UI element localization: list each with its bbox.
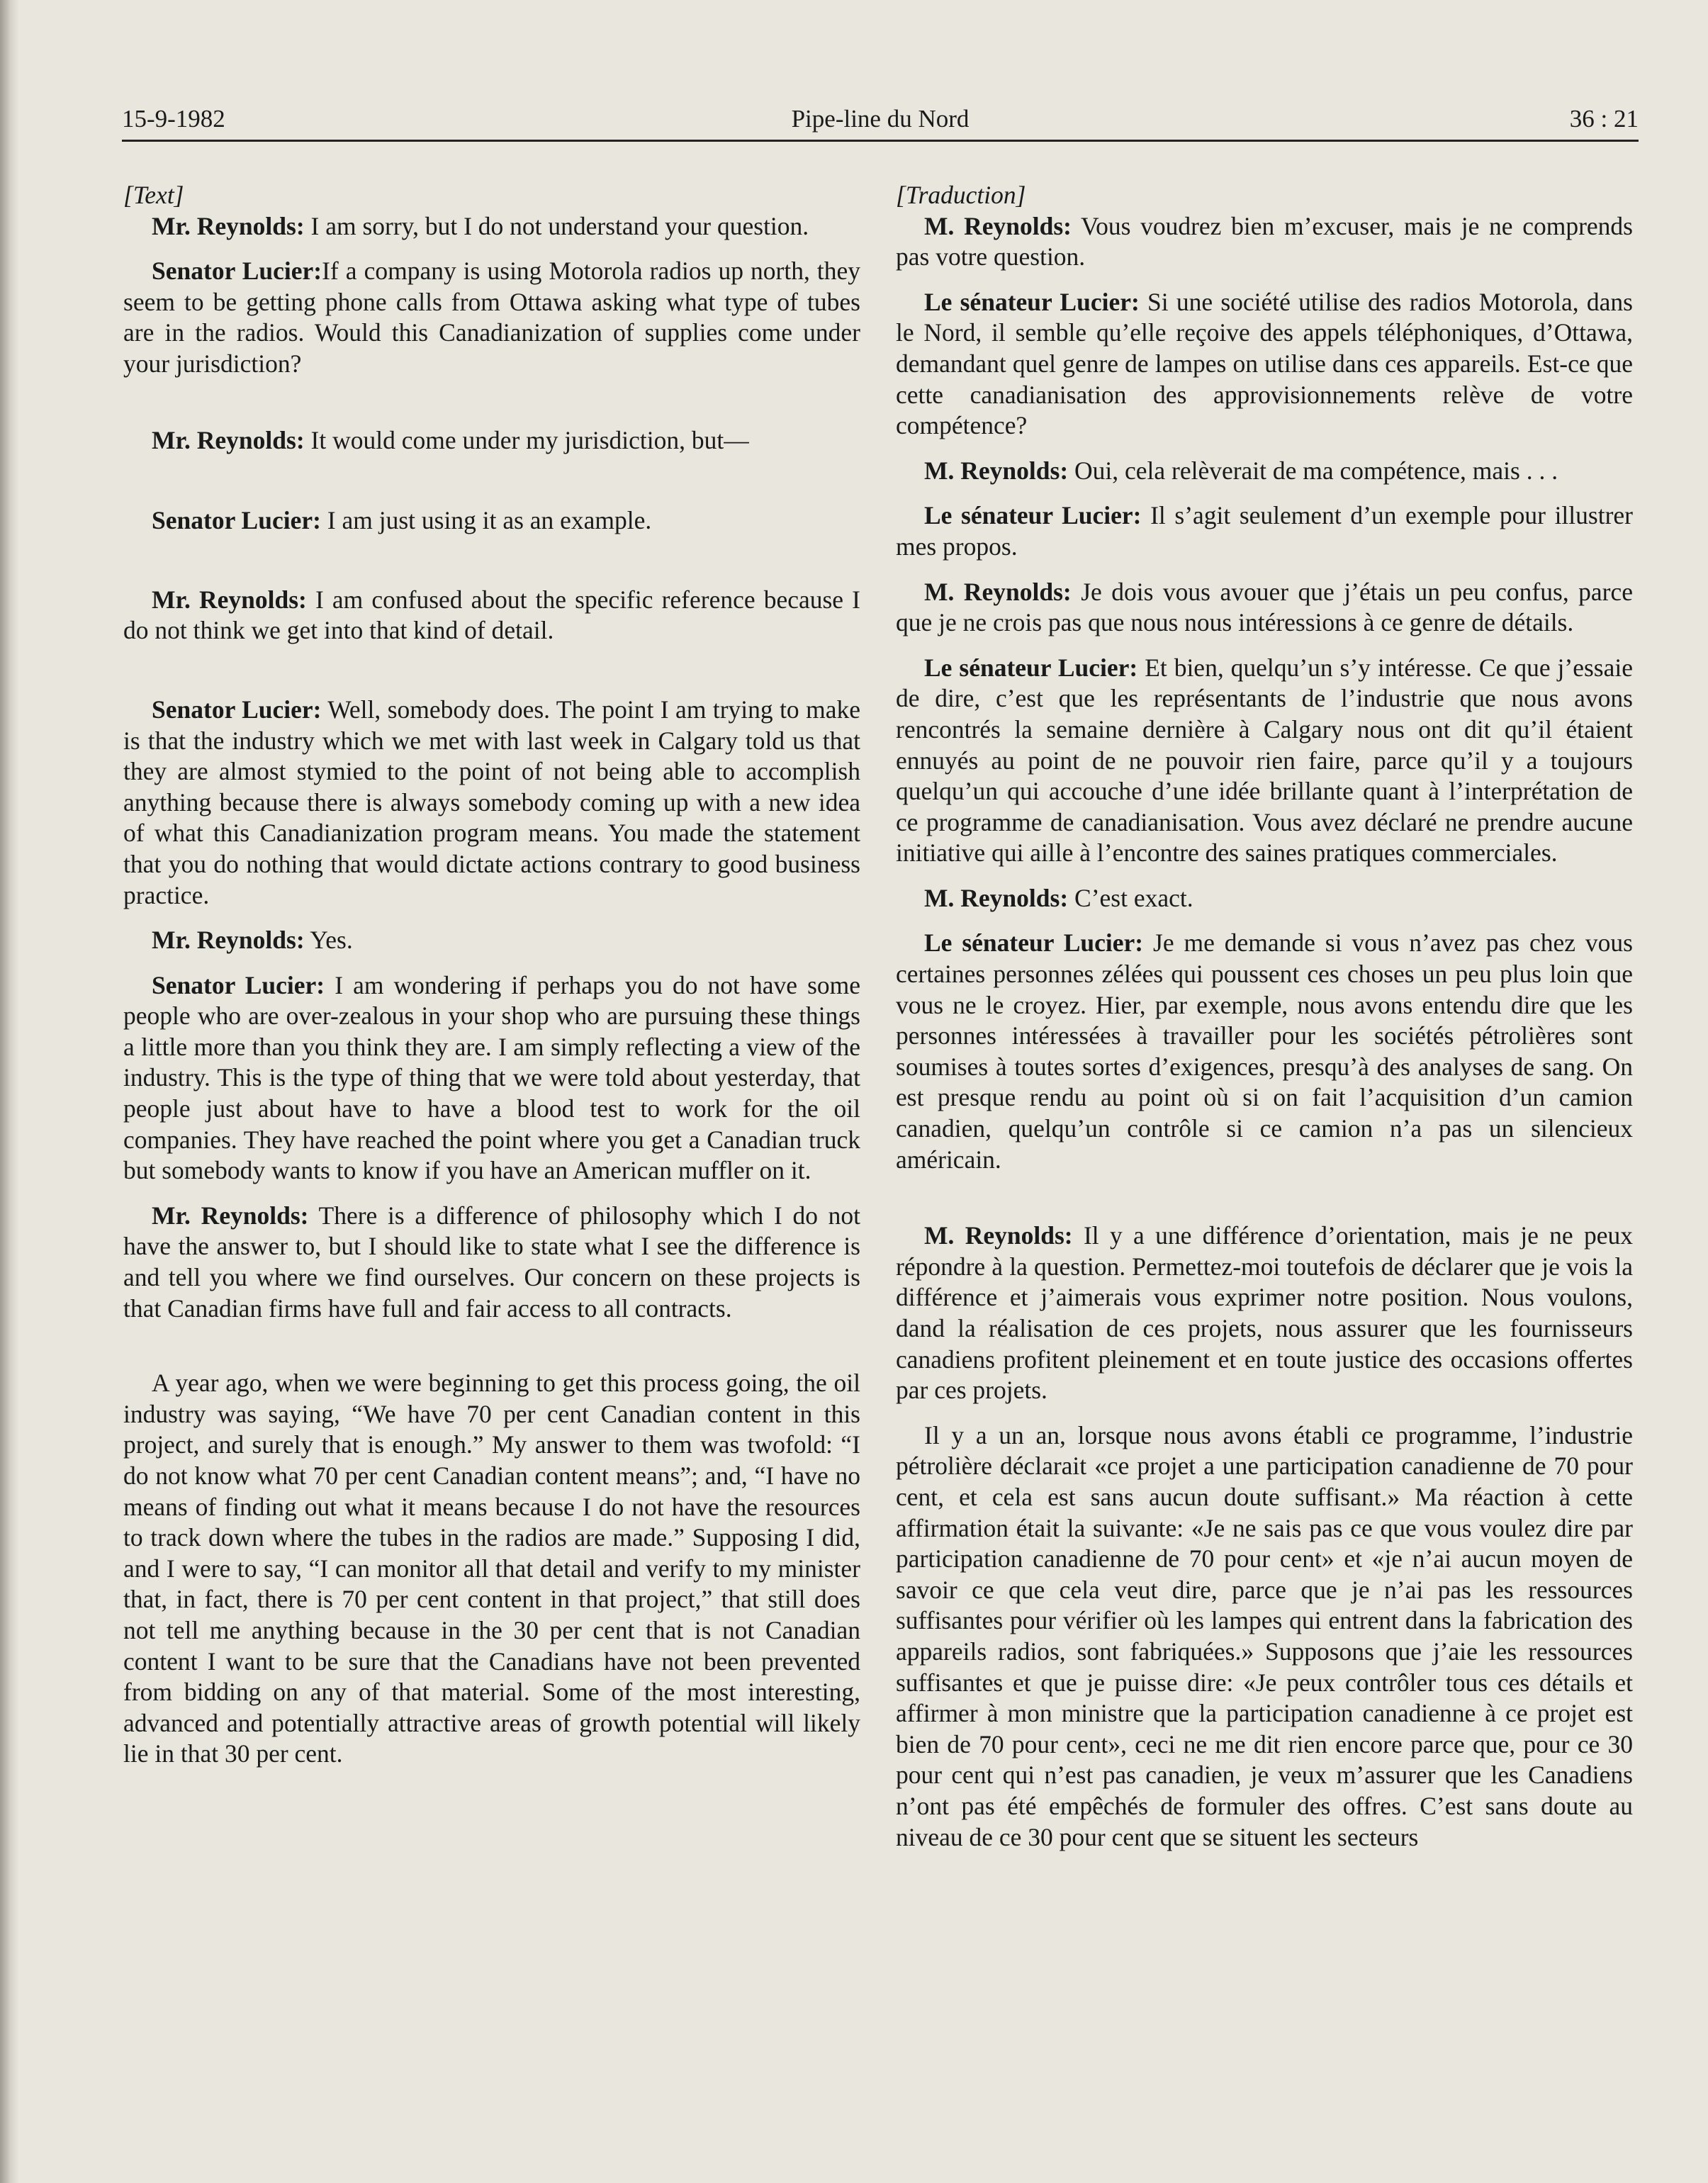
speaker-name: Senator Lucier: <box>152 970 325 999</box>
paragraph <box>123 970 860 1186</box>
header-title: Pipe-line du Nord <box>791 105 970 133</box>
speaker-name: Mr. Reynolds: <box>152 425 305 454</box>
header-page-number: 36 : 21 <box>1569 105 1639 133</box>
paragraph-text: I am sorry, but I do not understand your question. <box>304 211 809 240</box>
text-marker: [Text] <box>123 181 184 209</box>
paragraph-text: Si une société utilise des radios Motorola, dans le Nord, il semble qu’elle reçoive des appels téléphoniques, d’Ottawa, demandant quel genre de lampes on utilise dans ces appareils. Est-ce que cette canadianisation des approvisionnements relève de votre compétence? <box>896 287 1633 440</box>
paragraph-text: Il s’agit seulement d’un exemple pour illustrer mes propos. <box>896 501 1633 561</box>
paragraph <box>896 211 1633 273</box>
paragraph <box>123 1201 860 1324</box>
header-date: 15-9-1982 <box>122 105 225 133</box>
paragraph <box>123 695 860 911</box>
paragraph <box>123 505 860 537</box>
paragraph-text: Je me demande si vous n’avez pas chez vous certaines personnes zélées qui poussent ces choses un peu plus loin que vous ne le croyez. Hier, par exemple, nous avons entendu dire que les personnes intéressées à travailler pour les sociétés pétrolières sont soumises à toutes sortes d’exigences, presqu’à des analyses de sang. On est presque rendu au point où si on fait l’acquisition d’un camion canadien, quelqu’un contrôle si ce camion n’a pas un silencieux américain. <box>896 928 1633 1174</box>
paragraph-text: Et bien, quelqu’un s’y intéresse. Ce que j’essaie de dire, c’est que les représentants de l’industrie que nous avons rencontrés la semaine dernière à Calgary nous ont dit qu’il étaient ennuyés au point de ne pouvoir rien faire, parce qu’il y a toujours quelqu’un qui accouche d’une idée brillante quant à l’interprétation de ce programme de canadianisation. Vous avez déclaré ne prendre aucune initiative qui aille à l’encontre des saines pratiques commerciales. <box>896 653 1633 868</box>
page-binding-shadow <box>0 0 18 2183</box>
speaker-name: Le sénateur Lucier: <box>924 653 1138 682</box>
speaker-name: Mr. Reynolds: <box>152 211 305 240</box>
paragraph <box>896 653 1633 869</box>
paragraph-text: Il y a une différence d’orientation, mais je ne peux répondre à la question. Permettez-moi toutefois de déclarer que je vois la différence et j’aimerais vous exprimer notre position. Nous voulons, dand la réalisation de ces projets, nous assurer que les fournisseurs canadiens profitent pleinement et en toute justice des occasions offertes par ces projets. <box>896 1221 1634 1405</box>
paragraph-text: Vous voudrez bien m’excuser, mais je ne comprends pas votre question. <box>896 211 1634 271</box>
running-header <box>122 105 1639 140</box>
speaker-name: Le sénateur Lucier: <box>924 928 1144 958</box>
paragraph <box>896 1420 1633 1853</box>
paragraph <box>896 1220 1633 1406</box>
paragraph <box>123 925 860 956</box>
paragraph <box>123 425 860 456</box>
paragraph-text: Yes. <box>304 926 353 955</box>
speaker-name: Mr. Reynolds: <box>152 585 307 614</box>
speaker-name: Mr. Reynolds: <box>152 926 305 955</box>
paragraph <box>896 287 1633 442</box>
paragraph <box>123 256 860 379</box>
paragraph-text: If a company is using Motorola radios up north, they seem to be getting phone calls from Ottawa asking what type of tubes are in the radios. Would this Canadianization of supplies come under your jurisdiction? <box>123 257 860 378</box>
paragraph-text: Je dois vous avouer que j’étais un peu confus, parce que je ne crois pas que nous nous intéressions à ce genre de détails. <box>896 577 1634 637</box>
paragraph-text: It would come under my jurisdiction, but— <box>304 425 749 454</box>
paragraph <box>896 928 1633 1175</box>
speaker-name: Senator Lucier: <box>152 257 322 286</box>
speaker-name: M. Reynolds: <box>924 883 1069 912</box>
paragraph-text: Oui, cela relèverait de ma compétence, mais . . . <box>1068 456 1558 485</box>
speaker-name: Senator Lucier: <box>152 506 321 535</box>
paragraph <box>123 1368 860 1770</box>
paragraph <box>123 585 860 646</box>
paragraph-text: I am just using it as an example. <box>320 506 652 535</box>
paragraph-text: There is a difference of philosophy which I do not have the answer to, but I should like to state what I see the difference is and tell you where we find ourselves. Our concern on these projects is that Canadian firms have full and fair access to all contracts. <box>123 1201 860 1323</box>
paragraph-text: Il y a un an, lorsque nous avons établi ce programme, l’industrie pétrolière déclarait «ce projet a une participation canadienne de 70 pour cent, et cela est sans aucun doute suffisant.» Ma réaction à cette affirmation était la suivante: «Je ne sais pas ce que vous voulez dire par participation canadienne de 70 pour cent» et «je n’ai aucun moyen de savoir ce que cela veut dire, parce que je n’ai pas les ressources suffisantes pour vérifier où les lampes qui entrent dans la fabrication des appareils radios, sont fabriquées.» Supposons que j’aie les ressources suffisantes et que je puisse dire: «Je peux contrôler tous ces détails et affirmer à mon ministre que la participation canadienne à ce projet est bien de 70 pour cent», ceci ne me dit rien encore parce que, pour ce 30 pour cent qui n’est pas canadien, je veux m’assurer que les Canadiens n’ont pas été empêchés de formuler des offres. C’est sans doute au niveau de ce 30 pour cent que se situent les secteurs <box>896 1420 1633 1851</box>
header-rule <box>122 140 1639 142</box>
paragraph-text: A year ago, when we were beginning to get this process going, the oil industry was saying, “We have 70 per cent Canadian content in this project, and surely that is enough.” My answer to them was twofold: “I do not know what 70 per cent Canadian content means”; and, “I have no means of finding out what it means because I do not have the resources to track down where the tubes in the radios are made.” Supposing I did, and I were to say, “I can monitor all that detail and verify to my minister that, in fact, there is 70 per cent content in that project,” that still does not tell me anything because in the 30 per cent that is not Canadian content I want to be sure that the Canadians have not been prevented from bidding on any of that material. Some of the most interesting, advanced and potentially attractive areas of growth potential will likely lie in that 30 per cent. <box>123 1369 860 1768</box>
paragraph <box>896 456 1633 487</box>
paragraph <box>896 500 1633 562</box>
speaker-name: M. Reynolds: <box>924 456 1069 485</box>
paragraph <box>896 883 1633 914</box>
speaker-name: Senator Lucier: <box>152 695 322 724</box>
speaker-name: M. Reynolds: <box>924 577 1072 606</box>
paragraph-text: C’est exact. <box>1068 883 1193 912</box>
translation-marker: [Traduction] <box>896 181 1026 209</box>
paragraph-text: I am confused about the specific reference because I do not think we get into that kind of detail. <box>123 585 860 645</box>
speaker-name: M. Reynolds: <box>924 1221 1073 1250</box>
paragraph <box>123 211 860 242</box>
speaker-name: Le sénateur Lucier: <box>924 501 1142 530</box>
paragraph <box>896 577 1633 639</box>
paragraph-text: I am wondering if perhaps you do not have some people who are over-zealous in your shop who are pursuing these things a little more than you think they are. I am simply reflecting a view of the industry. This is the type of thing that we were told about yesterday, that people just about have to have a blood test to work for the oil companies. They have reached the point where you get a Canadian truck but somebody wants to know if you have an American muffler on it. <box>123 970 861 1185</box>
speaker-name: Le sénateur Lucier: <box>924 287 1140 316</box>
english-column <box>123 180 860 1770</box>
french-column <box>896 180 1633 1853</box>
speaker-name: Mr. Reynolds: <box>152 1201 309 1230</box>
paragraph-text: Well, somebody does. The point I am trying to make is that the industry which we met with last week in Calgary told us that they are almost stymied to the point of not being able to accomplish anything because there is always somebody coming up with a new idea of what this Canadianization program means. You made the statement that you do nothing that would dictate actions contrary to good business practice. <box>123 695 860 909</box>
speaker-name: M. Reynolds: <box>924 211 1072 240</box>
